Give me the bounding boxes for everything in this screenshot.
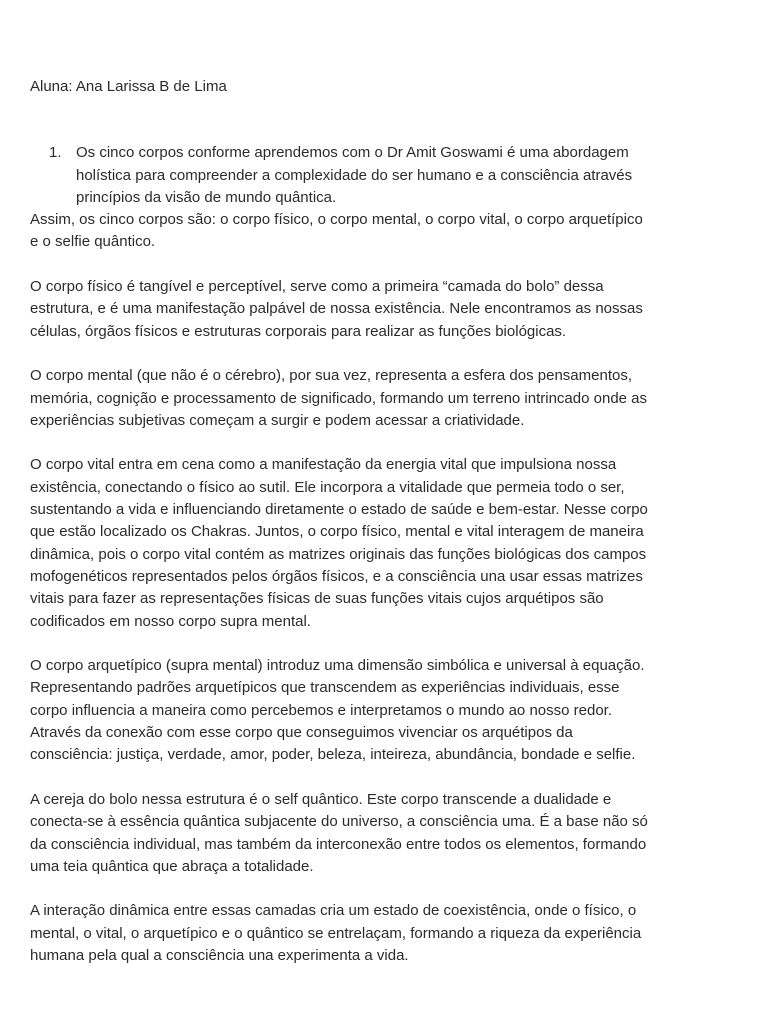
paragraph-line: mofogenéticos representados pelos órgãos físicos, e a consciência una usar essas matrizes — [30, 567, 643, 585]
paragraph-line: experiências subjetivas começam a surgir e podem acessar a criatividade. — [30, 411, 525, 429]
paragraph-line: existência, conectando o físico ao sutil. Ele incorpora a vitalidade que permeia todo o ser, — [30, 478, 625, 496]
paragraph-line: Através da conexão com esse corpo que conseguimos vivenciar os arquétipos da — [30, 724, 573, 742]
paragraph-physical-body — [30, 276, 742, 343]
paragraph-vital-body — [30, 454, 742, 632]
author-line: Aluna: Ana Larissa B de Lima — [30, 78, 227, 95]
list-item-number: 1. — [49, 144, 62, 162]
paragraph-line: consciência: justiça, verdade, amor, poder, beleza, inteireza, abundância, bondade e selfie. — [30, 746, 636, 764]
numbered-list — [30, 142, 742, 209]
paragraph-line: codificados em nosso corpo supra mental. — [30, 612, 311, 630]
paragraph-line: vitais para fazer as representações físicas de suas funções vitais cujos arquétipos são — [30, 590, 604, 608]
paragraph-line: O corpo físico é tangível e perceptível, serve como a primeira “camada do bolo” dessa — [30, 278, 604, 296]
paragraph-line: sustentando a vida e influenciando diretamente o estado de saúde e bem-estar. Nesse corpo — [30, 501, 648, 519]
list-item-line: holística para compreender a complexidade do ser humano e a consciência através — [76, 166, 633, 184]
paragraph-line: uma teia quântica que abraça a totalidade. — [30, 857, 314, 875]
paragraph-line: da consciência individual, mas também da interconexão entre todos os elementos, formando — [30, 835, 647, 853]
paragraph-line: A cereja do bolo nessa estrutura é o self quântico. Este corpo transcende a dualidade e — [30, 790, 612, 808]
paragraph-line: conecta-se à essência quântica subjacente do universo, a consciência uma. É a base não só — [30, 813, 648, 831]
paragraph-line: células, órgãos físicos e estruturas corporais para realizar as funções biológicas. — [30, 322, 567, 340]
paragraph-line: O corpo vital entra em cena como a manifestação da energia vital que impulsiona nossa — [30, 456, 617, 474]
paragraph-line: humana pela qual a consciência una experimenta a vida. — [30, 946, 409, 964]
paragraph-line: estrutura, e é uma manifestação palpável de nossa existência. Nele encontramos as nossas — [30, 300, 643, 318]
document-page — [30, 76, 742, 967]
paragraph-line: que estão localizado os Chakras. Juntos, o corpo físico, mental e vital interagem de maneira — [30, 523, 644, 541]
paragraph-line: A interação dinâmica entre essas camadas cria um estado de coexistência, onde o físico, o — [30, 902, 637, 920]
paragraph-line: O corpo mental (que não é o cérebro), por sua vez, representa a esfera dos pensamentos, — [30, 367, 633, 385]
list-item-line: princípios da visão de mundo quântica. — [76, 188, 337, 206]
paragraph-line: Representando padrões arquetípicos que transcendem as experiências individuais, esse — [30, 679, 620, 697]
paragraph-line: dinâmica, pois o corpo vital contém as matrizes originais das funções biológicas dos campos — [30, 545, 647, 563]
paragraph-five-bodies — [30, 209, 742, 254]
paragraph-archetypal-body — [30, 655, 742, 766]
paragraph-line: mental, o vital, o arquetípico e o quântico se entrelaçam, formando a riqueza da experiência — [30, 924, 642, 942]
paragraph-line: O corpo arquetípico (supra mental) introduz uma dimensão simbólica e universal à equação. — [30, 657, 645, 675]
list-item-line: Os cinco corpos conforme aprendemos com o Dr Amit Goswami é uma abordagem — [76, 144, 629, 162]
paragraph-quantum-self — [30, 789, 742, 878]
paragraph-line: corpo influencia a maneira como percebemos e interpretamos o mundo ao nosso redor. — [30, 701, 612, 719]
paragraph-mental-body — [30, 365, 742, 432]
paragraph-line: Assim, os cinco corpos são: o corpo físico, o corpo mental, o corpo vital, o corpo arquetípico — [30, 211, 643, 229]
list-item — [30, 142, 742, 209]
paragraph-conclusion — [30, 900, 742, 967]
paragraph-line: e o selfie quântico. — [30, 233, 156, 251]
paragraph-line: memória, cognição e processamento de significado, formando um terreno intrincado onde as — [30, 389, 648, 407]
